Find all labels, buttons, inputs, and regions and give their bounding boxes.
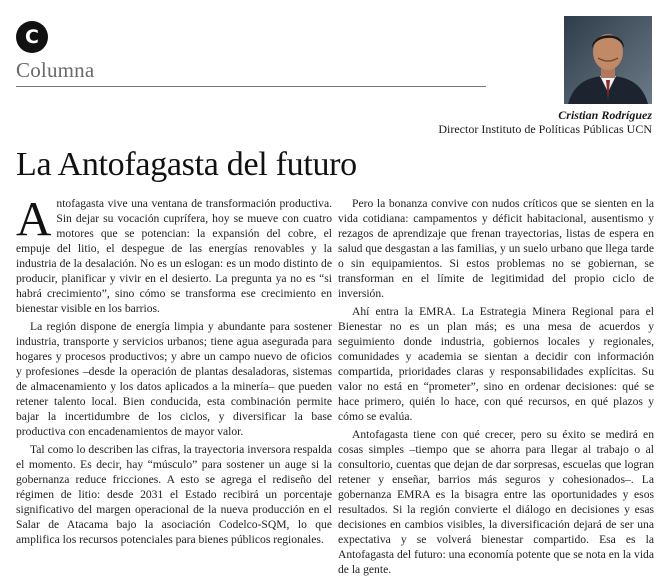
drop-cap: A — [16, 191, 52, 246]
paragraph — [16, 191, 332, 316]
section-label: Columna — [16, 58, 95, 82]
author-name: Cristian Rodríguez — [558, 108, 652, 122]
article-column-right — [338, 196, 654, 580]
section-divider — [16, 86, 486, 87]
article-title: La Antofagasta del futuro — [16, 146, 357, 183]
paragraph: Tal como lo describen las cifras, la trayectoria inversora respalda el momento. Es decir, hay “músculo” para sostener un auge si la gobernanza reduce fricciones. A esto se agrega el rediseño del régimen de litio: desde 2031 el Estado recibirá un porcentaje significativo del margen operacional de la nueva producción en el Salar de Atacama bajo la asociación Codelco-SQM, lo que amplifica los recursos potenciales para bienes públicos regionales. — [16, 442, 332, 547]
paragraph: Ahí entra la EMRA. La Estrategia Minera Regional para el Bienestar no es un plan más; es una mesa de acuerdos y seguimiento donde industria, gobiernos locales y regionales, comunidades y academia se sientan a decidir con información compartida, prioridades claras y responsabilidades explícitas. Su valor no está en “prometer”, sino en ordenar decisiones: qué se hace primero, quién lo hace, con qué recursos, en qué plazos y cómo se evalúa. — [338, 304, 654, 424]
column-badge: C — [16, 21, 48, 53]
paragraph-text: ntofagasta vive una ventana de transformación productiva. Sin dejar su vocación cuprífera, hoy se mueve con cuatro motores que se potencian: la expansión del cobre, el empuje del litio, el despegue de las energías renovables y la industria de la desalación. No es un eslogan: es un modo distinto de producir, planificar y vivir en el desierto. La pregunta ya no es “si habrá crecimiento”, sino cómo se transforma ese crecimiento en bienestar visible en los barrios. — [16, 197, 332, 316]
article-column-left — [16, 191, 332, 550]
author-role: Director Instituto de Políticas Públicas UCN — [438, 122, 652, 136]
paragraph: La región dispone de energía limpia y abundante para sostener industria, transporte y servicios urbanos; tiene agua asegurada para hogares y procesos productivos; y abre un campo nuevo de oficios y profesiones –desde la operación de plantas desaladoras, sistemas de almacenamiento y los datos aplicados a la minería– que pueden retener talento local. Bien conducida, esta combinación permite bajar la incertidumbre de los ciclos, y diversificar la base productiva con encadenamientos de mayor valor. — [16, 319, 332, 439]
paragraph: Antofagasta tiene con qué crecer, pero su éxito se medirá en cosas simples –tiempo que se ahorra para llegar al trabajo o al consultorio, cuentas que dejan de dar sorpresas, escuelas que logran retener y enseñar, barrios más seguros y cohesionados–. La gobernanza EMRA es la bisagra entre las oportunidades y esos resultados. Si la región convierte el diálogo en decisiones y esas decisiones en cambios visibles, la diversificación dejará de ser una expectativa y se volverá bienestar compartido. Esa es la Antofagasta del futuro: una economía potente que se nota en la vida de la gente. — [338, 427, 654, 577]
author-photo — [564, 16, 652, 104]
paragraph: Pero la bonanza convive con nudos críticos que se sienten en la vida cotidiana: campamentos y déficit habitacional, ausentismo y rezagos de aprendizaje que frenan trayectorias, listas de espera en salud que desgastan a las familias, y un suelo urbano que llega tarde o sin equipamientos. Si estos problemas no se gobiernan, se transforman en el límite de legitimidad del propio ciclo de inversión. — [338, 197, 654, 301]
